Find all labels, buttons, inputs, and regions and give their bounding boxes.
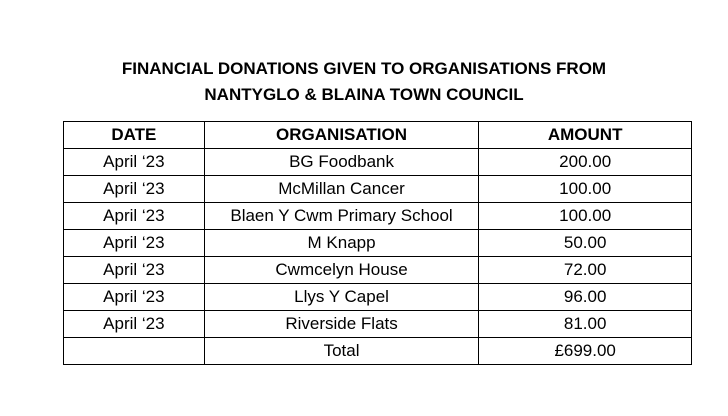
cell-amount: 200.00	[479, 149, 692, 176]
table-row	[64, 257, 692, 284]
cell-date: April ‘23	[64, 257, 205, 284]
cell-date: April ‘23	[64, 203, 205, 230]
cell-date: April ‘23	[64, 311, 205, 338]
cell-amount: 96.00	[479, 284, 692, 311]
donations-table	[63, 121, 692, 365]
cell-amount: 100.00	[479, 176, 692, 203]
table-header-row	[64, 122, 692, 149]
cell-date: April ‘23	[64, 284, 205, 311]
cell-organisation: Llys Y Capel	[204, 284, 479, 311]
cell-amount: 81.00	[479, 311, 692, 338]
header-organisation: ORGANISATION	[204, 122, 479, 149]
table-row	[64, 176, 692, 203]
cell-date: April ‘23	[64, 176, 205, 203]
title-line-2: NANTYGLO & BLAINA TOWN COUNCIL	[204, 85, 524, 104]
cell-amount: 100.00	[479, 203, 692, 230]
cell-date: April ‘23	[64, 149, 205, 176]
cell-organisation: Riverside Flats	[204, 311, 479, 338]
header-amount: AMOUNT	[479, 122, 692, 149]
table-row	[64, 203, 692, 230]
document-title	[0, 56, 728, 108]
table-row	[64, 311, 692, 338]
table-row	[64, 149, 692, 176]
cell-organisation: BG Foodbank	[204, 149, 479, 176]
cell-organisation: M Knapp	[204, 230, 479, 257]
total-row	[64, 338, 692, 365]
title-line-1: FINANCIAL DONATIONS GIVEN TO ORGANISATIONS FROM	[121, 59, 607, 78]
total-date-cell	[64, 338, 205, 365]
total-label: Total	[204, 338, 479, 365]
cell-date: April ‘23	[64, 230, 205, 257]
header-date: DATE	[64, 122, 205, 149]
table-row	[64, 284, 692, 311]
cell-amount: 50.00	[479, 230, 692, 257]
table-row	[64, 230, 692, 257]
cell-organisation: Cwmcelyn House	[204, 257, 479, 284]
total-amount: £699.00	[479, 338, 692, 365]
cell-organisation: McMillan Cancer	[204, 176, 479, 203]
cell-organisation: Blaen Y Cwm Primary School	[204, 203, 479, 230]
cell-amount: 72.00	[479, 257, 692, 284]
